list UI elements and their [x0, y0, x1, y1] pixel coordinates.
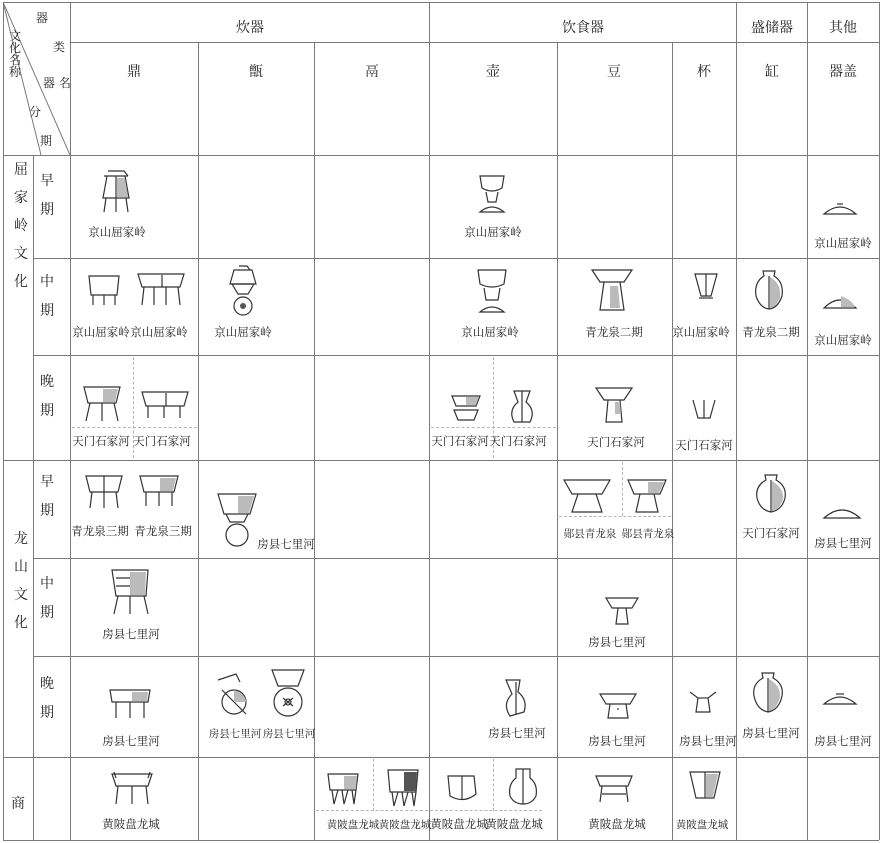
- site-caption: 黄陂盘龙城: [430, 817, 488, 831]
- period-ls-mid: 中期: [40, 576, 54, 621]
- dou-stand-drawing: [594, 384, 634, 428]
- site-caption: 京山屈家岭: [130, 325, 188, 339]
- hu-vessel-drawing: [444, 772, 480, 808]
- site-caption: 京山屈家岭: [88, 225, 146, 239]
- site-caption: 京山屈家岭: [464, 225, 522, 239]
- grid-line: [557, 42, 558, 840]
- zeng-steamer-drawing: [268, 666, 308, 722]
- period-qjl-early: 早期: [40, 173, 54, 218]
- ding-pot-drawing: [140, 388, 190, 424]
- site-caption: 黄陂盘龙城: [326, 819, 380, 831]
- cell-divider: [316, 810, 542, 811]
- zeng-steamer-drawing: [214, 672, 260, 722]
- site-caption: 京山屈家岭: [672, 325, 730, 339]
- cell-divider: [72, 427, 197, 428]
- site-caption: 房县七里河: [814, 734, 872, 748]
- site-caption: 郧县青龙泉: [563, 528, 617, 540]
- dou-stand-drawing: [594, 772, 634, 806]
- grid-line: [33, 155, 34, 840]
- ding-pot-drawing: [108, 566, 154, 618]
- type-dou: 豆: [607, 64, 621, 80]
- period-qjl-mid: 中期: [40, 274, 54, 319]
- ding-pot-drawing: [110, 770, 154, 810]
- hu-vessel-drawing: [506, 766, 540, 808]
- grid-line: [198, 42, 199, 840]
- ding-pot-drawing: [108, 686, 152, 722]
- period-qjl-late: 晚期: [40, 374, 54, 419]
- grid-line: [33, 258, 879, 259]
- period-ls-early: 早期: [40, 474, 54, 519]
- li-tripod-drawing: [324, 770, 362, 810]
- lid-drawing: [820, 688, 860, 708]
- site-caption: 天门石家河: [72, 434, 130, 448]
- site-caption: 天门石家河: [133, 434, 191, 448]
- gang-jar-drawing: [750, 670, 786, 716]
- ding-pot-drawing: [136, 269, 186, 309]
- culture-longshan: 龙山文化: [14, 531, 28, 631]
- grid-line: [33, 355, 879, 356]
- hu-vessel-drawing: [446, 392, 486, 426]
- grid-line: [3, 460, 879, 461]
- lid-drawing: [820, 290, 860, 314]
- culture-shang: 商: [11, 796, 25, 812]
- site-caption: 京山屈家岭: [814, 236, 872, 250]
- site-caption: 天门石家河: [675, 438, 733, 452]
- lid-drawing: [820, 500, 864, 522]
- group-storage: 盛储器: [751, 20, 793, 36]
- grid-line: [3, 757, 879, 758]
- hu-vessel-drawing: [472, 172, 512, 216]
- group-other: 其他: [829, 20, 857, 36]
- bei-cup-drawing: [692, 270, 720, 302]
- site-caption: 房县七里河: [742, 726, 800, 740]
- grid-line: [3, 840, 879, 841]
- site-caption: 房县七里河: [102, 627, 160, 641]
- grid-line: [807, 2, 808, 840]
- type-zeng: 甑: [249, 64, 263, 80]
- grid-line: [672, 42, 673, 840]
- site-caption: 黄陂盘龙城: [378, 819, 432, 831]
- type-hu: 壶: [486, 64, 500, 80]
- site-caption: 郧县青龙泉: [621, 528, 675, 540]
- site-caption: 天门石家河: [742, 526, 800, 540]
- grid-line: [736, 2, 737, 840]
- hu-vessel-drawing: [470, 266, 514, 316]
- cell-divider: [493, 759, 494, 811]
- grid-line: [33, 656, 879, 657]
- cell-divider: [559, 516, 671, 517]
- site-caption: 房县七里河: [262, 728, 316, 740]
- period-ls-late: 晚期: [40, 676, 54, 721]
- grid-line: [879, 2, 880, 840]
- site-caption: 京山屈家岭: [72, 325, 130, 339]
- type-gai: 器盖: [829, 64, 857, 80]
- group-eating: 饮食器: [562, 20, 604, 36]
- ding-pot-drawing: [85, 271, 123, 309]
- site-caption: 房县七里河: [488, 726, 546, 740]
- site-caption: 青龙泉三期: [71, 524, 129, 538]
- site-caption: 黄陂盘龙城: [485, 817, 543, 831]
- site-caption: 房县七里河: [588, 635, 646, 649]
- site-caption: 房县七里河: [588, 734, 646, 748]
- site-caption: 京山屈家岭: [461, 325, 519, 339]
- type-li: 鬲: [365, 64, 379, 80]
- site-caption: 青龙泉二期: [585, 325, 643, 339]
- bei-cup-drawing: [690, 396, 718, 426]
- grid-line: [3, 2, 879, 3]
- type-gang: 缸: [765, 64, 779, 80]
- zeng-steamer-drawing: [214, 490, 260, 552]
- dou-stand-drawing: [604, 594, 640, 630]
- ding-pot-drawing: [136, 472, 182, 512]
- dou-stand-drawing: [562, 476, 612, 516]
- ding-pot-drawing: [82, 472, 126, 512]
- grid-line: [3, 155, 879, 156]
- site-caption: 房县七里河: [814, 536, 872, 550]
- culture-qujialing: 屈家岭文化: [14, 162, 28, 290]
- site-caption: 黄陂盘龙城: [102, 817, 160, 831]
- ding-pot-drawing: [98, 168, 134, 216]
- site-caption: 京山屈家岭: [814, 333, 872, 347]
- corner-label-lei: 类: [53, 40, 66, 54]
- lid-drawing: [820, 198, 860, 220]
- hu-vessel-drawing: [506, 388, 538, 428]
- site-caption: 天门石家河: [587, 435, 645, 449]
- cell-divider: [622, 462, 623, 516]
- site-caption: 青龙泉三期: [134, 524, 192, 538]
- cell-divider: [373, 759, 374, 811]
- dou-stand-drawing: [598, 690, 638, 722]
- dou-stand-drawing: [590, 266, 634, 314]
- gang-jar-drawing: [752, 268, 786, 312]
- site-caption: 黄陂盘龙城: [588, 817, 646, 831]
- site-caption: 房县七里河: [257, 537, 315, 551]
- li-tripod-drawing: [384, 766, 422, 810]
- bei-cup-drawing: [688, 768, 722, 808]
- grid-line: [33, 558, 879, 559]
- type-bei: 杯: [697, 64, 711, 80]
- site-caption: 天门石家河: [431, 434, 489, 448]
- site-caption: 天门石家河: [489, 434, 547, 448]
- group-cooking: 炊器: [236, 20, 264, 36]
- site-caption: 房县七里河: [208, 728, 262, 740]
- site-caption: 京山屈家岭: [214, 325, 272, 339]
- corner-label-qi: 器: [36, 11, 49, 25]
- zeng-steamer-drawing: [224, 264, 262, 320]
- site-caption: 青龙泉二期: [742, 325, 800, 339]
- corner-label-period: 期: [40, 134, 53, 148]
- corner-label-fen: 分: [29, 105, 42, 119]
- grid-line: [314, 42, 315, 840]
- dou-stand-drawing: [626, 476, 668, 516]
- gang-jar-drawing: [752, 472, 790, 516]
- grid-line: [70, 42, 879, 43]
- grid-line: [429, 2, 430, 840]
- corner-label-culture: 文化名称: [9, 29, 22, 79]
- site-caption: 黄陂盘龙城: [675, 819, 729, 831]
- type-ding: 鼎: [127, 64, 141, 80]
- bei-cup-drawing: [688, 688, 718, 718]
- corner-label-name: 器 名: [43, 76, 71, 90]
- site-caption: 房县七里河: [102, 734, 160, 748]
- ding-pot-drawing: [80, 383, 124, 425]
- site-caption: 房县七里河: [679, 734, 737, 748]
- hu-vessel-drawing: [498, 676, 532, 722]
